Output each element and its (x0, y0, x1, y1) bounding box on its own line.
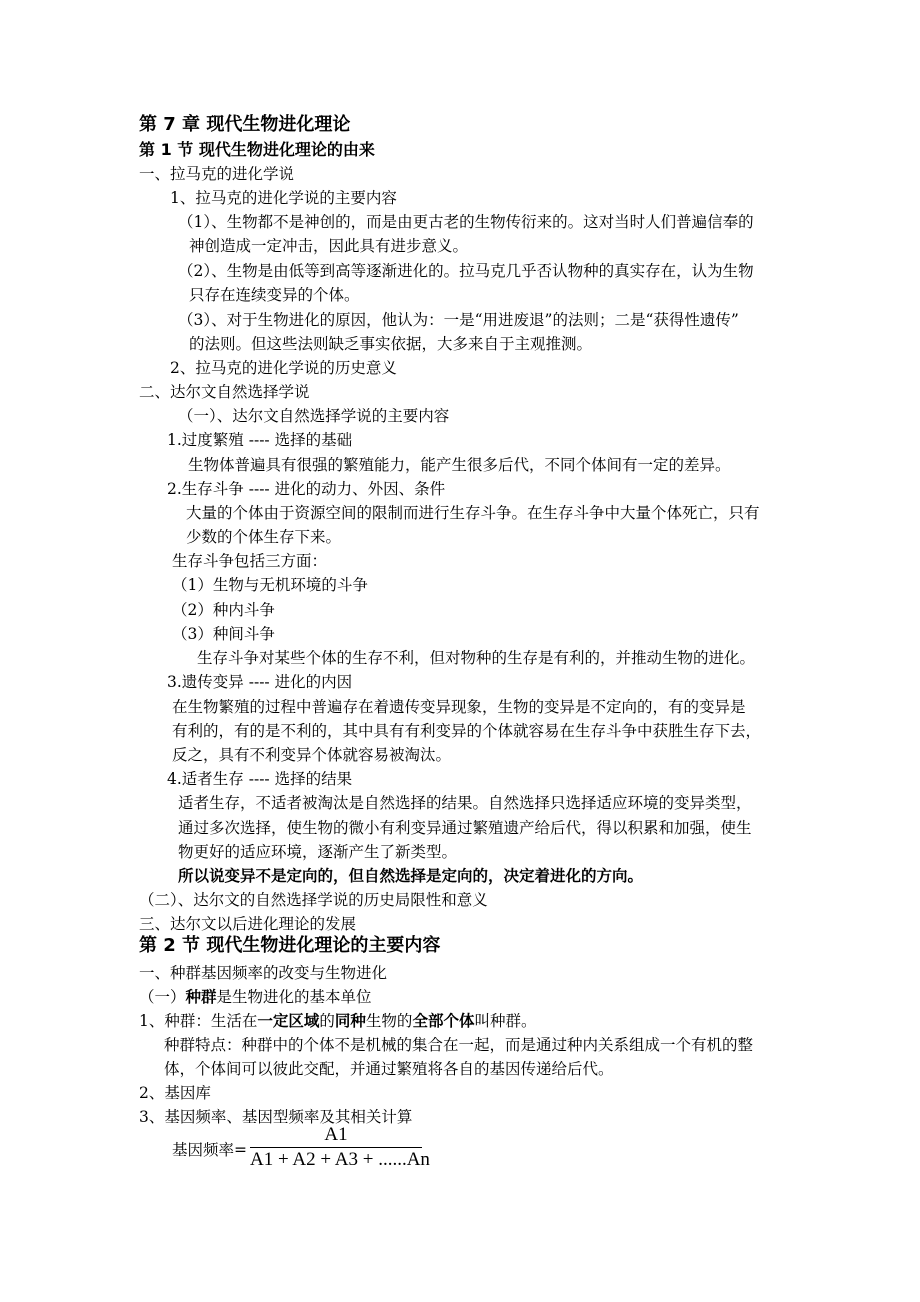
unit-bold: 种群 (185, 987, 217, 1006)
lamarck-p3b: 的法则。但这些法则缺乏事实依据，大多来自于主观推测。 (189, 335, 593, 353)
item3-text-a: 在生物繁殖的过程中普遍存在着遗传变异现象，生物的变异是不定向的，有的变异是 (172, 698, 746, 716)
item4-text-c: 物更好的适应环境，逐渐产生了新类型。 (178, 843, 458, 861)
gene-pool-heading: 2、基因库 (139, 1084, 211, 1102)
lamarck-sub1: 1、拉马克的进化学说的主要内容 (170, 189, 397, 207)
population-unit-line (139, 987, 372, 1007)
section2-title: 第 2 节 现代生物进化理论的主要内容 (139, 935, 441, 956)
unit-post: 是生物进化的基本单位 (216, 988, 372, 1006)
formula-fraction (250, 1124, 430, 1172)
item3-title: 3.遗传变异 ---- 进化的内因 (167, 673, 353, 691)
pop-def-7: 叫种群。 (474, 1012, 537, 1030)
item2-text-a: 大量的个体由于资源空间的限制而进行生存斗争。在生存斗争中大量个体死亡，只有 (186, 504, 760, 522)
darwin-sub2: （二）、达尔文的自然选择学说的历史局限性和意义 (139, 891, 488, 909)
item3-text-b: 有利的，有的是不利的，其中具有有利变异的个体就容易在生存斗争中获胜生存下去， (172, 722, 762, 740)
item2-title: 2.生存斗争 ---- 进化的动力、外因、条件 (167, 480, 446, 498)
gene-frequency-formula (172, 1124, 432, 1176)
item2-text-b: 少数的个体生存下来。 (186, 528, 342, 546)
formula-label: 基因频率= (172, 1141, 247, 1159)
item1-text: 生物体普遍具有很强的繁殖能力，能产生很多后代，不同个体间有一定的差异。 (188, 456, 731, 474)
pop-def-3: 的 (319, 1012, 335, 1030)
item2-aspect1: （1）生物与无机环境的斗争 (172, 576, 368, 594)
item4-text-b: 通过多次选择，使生物的微小有利变异通过繁殖遗产给后代，得以积累和加强，使生 (178, 819, 752, 837)
lamarck-p2a: （2）、生物是由低等到高等逐渐进化的。拉马克几乎否认物种的真实存在，认为生物 (178, 262, 754, 280)
lamarck-p3a: （3）、对于生物进化的原因，他认为：一是“用进废退”的法则；二是“获得性遗传” (178, 311, 739, 329)
pop-def-4: 同种 (334, 1011, 366, 1030)
pop-def-5: 生物的 (365, 1012, 413, 1030)
item3-text-c: 反之，具有不利变异个体就容易被淘汰。 (172, 746, 452, 764)
darwin-conclusion: 所以说变异不是定向的，但自然选择是定向的，决定着进化的方向。 (178, 866, 644, 885)
item2-aspect2: （2）种内斗争 (172, 601, 275, 619)
lamarck-sub2: 2、拉马克的进化学说的历史意义 (170, 359, 397, 377)
darwin-sub1: （一）、达尔文自然选择学说的主要内容 (178, 407, 450, 425)
population-features-a: 种群特点：种群中的个体不是机械的集合在一起，而是通过种内关系组成一个有机的整 (164, 1036, 754, 1054)
population-heading: 一、种群基因频率的改变与生物进化 (139, 964, 388, 982)
formula-numerator: A1 (324, 1124, 348, 1145)
population-features-b: 体，个体间可以彼此交配，并通过繁殖将各自的基因传递给后代。 (164, 1060, 614, 1078)
pop-def-1: 1、种群：生活在 (139, 1012, 258, 1030)
item1-title: 1.过度繁殖 ---- 选择的基础 (167, 431, 353, 449)
chapter-title: 第 7 章 现代生物进化理论 (139, 114, 351, 135)
after-darwin-heading: 三、达尔文以后进化理论的发展 (139, 915, 357, 933)
section1-title: 第 1 节 现代生物进化理论的由来 (139, 140, 375, 159)
item4-text-a: 适者生存，不适者被淘汰是自然选择的结果。自然选择只选择适应环境的变异类型， (178, 794, 752, 812)
lamarck-p1b: 神创造成一定冲击，因此具有进步意义。 (189, 237, 469, 255)
gene-frequency-heading: 3、基因频率、基因型频率及其相关计算 (139, 1108, 413, 1126)
item4-title: 4.适者生存 ---- 选择的结果 (167, 770, 353, 788)
unit-pre: （一） (139, 988, 186, 1006)
lamarck-p1a: （1）、生物都不是神创的，而是由更古老的生物传衍来的。这对当时人们普遍信奉的 (178, 213, 754, 231)
item2-note: 生存斗争对某些个体的生存不利，但对物种的生存是有利的，并推动生物的进化。 (197, 649, 756, 667)
item2-aspect3: （3）种间斗争 (172, 625, 275, 643)
lamarck-p2b: 只存在连续变异的个体。 (189, 286, 360, 304)
darwin-heading: 二、达尔文自然选择学说 (139, 383, 310, 401)
lamarck-heading: 一、拉马克的进化学说 (139, 165, 295, 183)
pop-def-6: 全部个体 (412, 1011, 475, 1030)
population-definition (139, 1011, 536, 1031)
pop-def-2: 一定区域 (257, 1011, 320, 1030)
formula-denominator: A1 + A2 + A3 + ......An (250, 1149, 430, 1170)
item2-aspects: 生存斗争包括三方面： (172, 552, 328, 570)
